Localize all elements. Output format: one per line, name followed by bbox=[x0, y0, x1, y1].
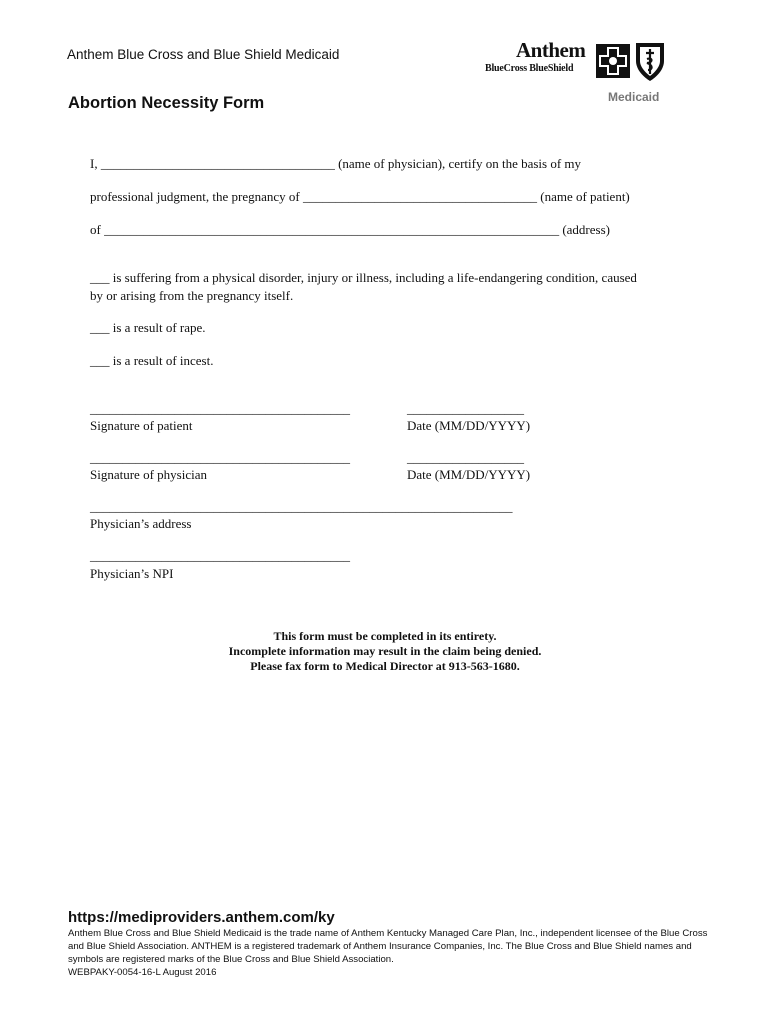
footer-form-id: WEBPAKY-0054-16-L August 2016 bbox=[68, 967, 217, 978]
condition-rape: ___ is a result of rape. bbox=[90, 320, 206, 335]
physician-address-label: Physician’s address bbox=[90, 516, 192, 531]
logo-medicaid-text: Medicaid bbox=[608, 90, 660, 104]
physician-signature-label: Signature of physician bbox=[90, 467, 207, 482]
physician-npi-label: Physician’s NPI bbox=[90, 566, 174, 581]
physician-npi-field[interactable]: ________________________________________ bbox=[90, 548, 350, 563]
physician-date-field[interactable]: __________________ bbox=[407, 450, 524, 465]
logo-bcbs-text: BlueCross BlueShield bbox=[485, 63, 574, 74]
footer-legal-text: Anthem Blue Cross and Blue Shield Medicaid is the trade name of Anthem Kentucky Managed Care Plan, Inc., independent licensee of the Blue Cross and Blue Shield Association. ANTHEM is a registered trademark of Anthem Insurance Companies, Inc. The Blue Cross and Blue Shield names and symbols are registered marks of the Blue Cross and Blue Shield Association. bbox=[68, 928, 708, 965]
certify-line-patient: professional judgment, the pregnancy of ____________________________________ (name of patient) bbox=[90, 189, 630, 204]
physician-signature-field[interactable]: ________________________________________ bbox=[90, 450, 350, 465]
patient-date-field[interactable]: __________________ bbox=[407, 401, 524, 416]
notice-line-fax: Please fax form to Medical Director at 913-563-1680. bbox=[250, 659, 520, 673]
physician-date-label: Date (MM/DD/YYYY) bbox=[407, 467, 531, 482]
logo-wordmark: Anthem bbox=[516, 38, 586, 62]
form-title: Abortion Necessity Form bbox=[68, 94, 265, 112]
notice-line-complete: This form must be completed in its entirety. bbox=[273, 629, 497, 643]
patient-signature-label: Signature of patient bbox=[90, 418, 193, 433]
patient-date-label: Date (MM/DD/YYYY) bbox=[407, 418, 531, 433]
certify-line-physician: I, ____________________________________ (name of physician), certify on the basis of my bbox=[90, 156, 582, 171]
condition-physical-line2: by or arising from the pregnancy itself. bbox=[90, 288, 294, 303]
physician-address-field[interactable]: _________________________________________________________________ bbox=[90, 499, 513, 514]
patient-signature-field[interactable]: ________________________________________ bbox=[90, 401, 350, 416]
notice-line-denied: Incomplete information may result in the claim being denied. bbox=[228, 644, 542, 658]
organization-name: Anthem Blue Cross and Blue Shield Medicaid bbox=[67, 47, 340, 62]
condition-incest: ___ is a result of incest. bbox=[90, 353, 214, 368]
blue-cross-blue-shield-icon bbox=[596, 39, 668, 85]
condition-physical-line1: ___ is suffering from a physical disorder, injury or illness, including a life-endangering condition, caused bbox=[90, 270, 637, 285]
anthem-logo bbox=[484, 38, 674, 104]
certify-line-address: of ______________________________________________________________________ (address) bbox=[90, 222, 610, 237]
footer-url-link[interactable]: https://mediproviders.anthem.com/ky bbox=[68, 909, 335, 926]
